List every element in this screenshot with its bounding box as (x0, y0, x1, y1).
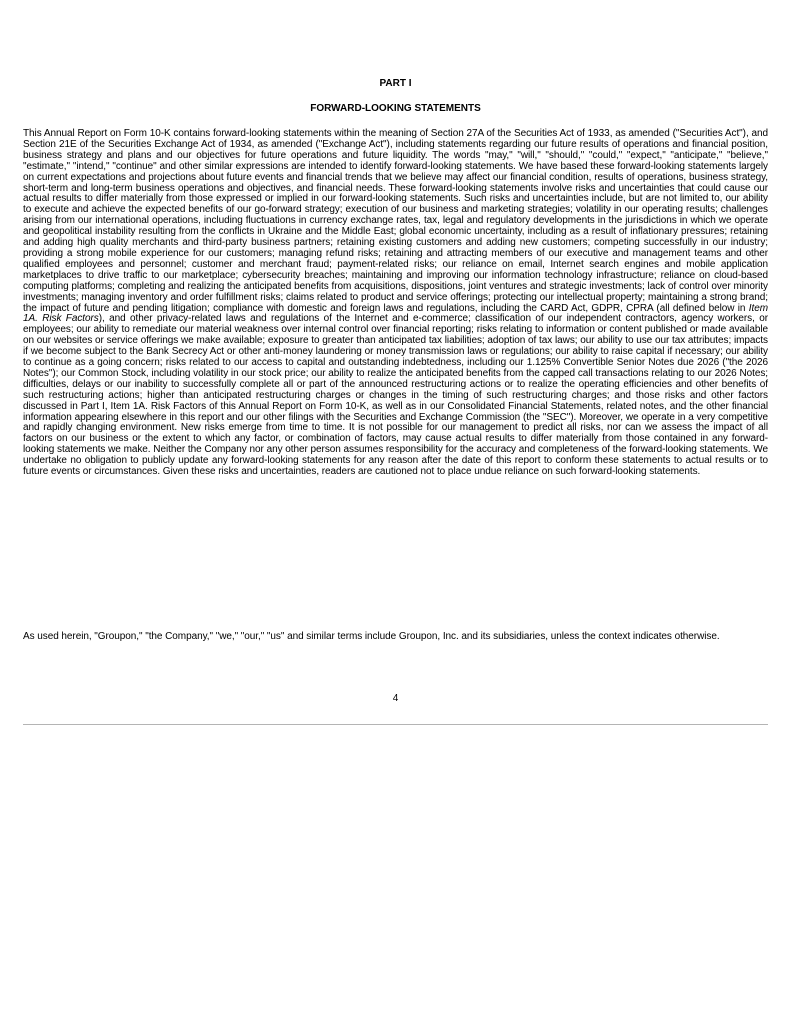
part-title: PART I (379, 78, 412, 89)
page-divider (23, 724, 768, 725)
definitions-paragraph: As used herein, "Groupon," "the Company," "we," "our," "us" and similar terms include Groupon, Inc. and its subsidiaries, unless the context indicates otherwise. (23, 631, 720, 642)
paragraph-text-part-2: ), and other privacy-related laws and regulations of the Internet and e-commerce; classification of our independent contractors, agency workers, or employees; our ability to remediate our material weakness over internal control over financial reporting; risks relating to information or content published or made available on our websites or service offerings we make available; exposure to greater than anticipated tax liabilities; adoption of tax laws; our ability to use our tax attributes; impacts if we become subject to the Bank Secrecy Act or other anti-money laundering or money transmission laws or regulations; our ability to raise capital if necessary; our ability to continue as a going concern; risks related to our access to capital and outstanding indebtedness, including our 1.125% Convertible Senior Notes due 2026 ("the 2026 Notes"); our Common Stock, including volatility in our stock price; our ability to realize the anticipated benefits from the capped call transactions relating to our 2026 Notes; difficulties, delays or our inability to successfully complete all or part of the announced restructuring actions or to realize the operating efficiencies and other benefits of such restructuring actions; higher than anticipated restructuring charges or changes in the timing of such restructuring charges; and those risks and other factors discussed in Part I, Item 1A. Risk Factors of this Annual Report on Form 10-K, as well as in our Consolidated Financial Statements, related notes, and the other financial information appearing elsewhere in this report and our other filings with the Securities and Exchange Commission (the "SEC"). Moreover, we operate in a very competitive and rapidly changing environment. New risks emerge from time to time. It is not possible for our management to predict all risks, nor can we assess the impact of all factors on our business or the extent to which any factor, or combination of factors, may cause actual results to differ materially from those contained in any forward-looking statements we make. Neither the Company nor any other person assumes responsibility for the accuracy and completeness of the forward-looking statements. We undertake no obligation to publicly update any forward-looking statements for any reason after the date of this report to conform these statements to actual results or to future events or circumstances. Given these risks and uncertainties, readers are cautioned not to place undue reliance on such forward-looking statements. (23, 313, 768, 478)
page-number: 4 (392, 693, 399, 704)
risk-factors-reference: Item 1A. Risk Factors (23, 302, 768, 325)
forward-looking-paragraph (23, 129, 768, 478)
paragraph-text-part-1: This Annual Report on Form 10-K contains forward-looking statements within the meaning of Section 27A of the Securities Act of 1933, as amended ("Securities Act"), and Section 21E of the Securities Exchange Act of 1934, as amended ("Exchange Act"), including statements regarding our future results of operations and financial position, business strategy and plans and our objectives for future operations and future liquidity. The words "may," "will," "should," "could," "expect," "anticipate," "believe," "estimate," "intend," "continue" and other similar expressions are intended to identify forward-looking statements. We have based these forward-looking statements largely on current expectations and projections about future events and financial trends that we believe may affect our financial condition, results of operations, business strategy, short-term and long-term business operations and objectives, and financial needs. These forward-looking statements involve risks and uncertainties that could cause our actual results to differ materially from those expressed or implied in our forward-looking statements. Such risks and uncertainties include, but are not limited to, our ability to execute and achieve the expected benefits of our go-forward strategy; execution of our business and marketing strategies; volatility in our operating results; challenges arising from our international operations, including fluctuations in currency exchange rates, tax, legal and regulatory developments in the jurisdictions in which we operate and geopolitical instability resulting from the conflicts in Ukraine and the Middle East; global economic uncertainty, including as a result of inflationary pressures; retaining and adding high quality merchants and third-party business partners; retaining existing customers and adding new customers; competing successfully in our industry; providing a strong mobile experience for our customers; managing refund risks; retaining and attracting members of our executive and management teams and other qualified employees and personnel; customer and merchant fraud; payment-related risks; our reliance on email, Internet search engines and mobile application marketplaces to drive traffic to our marketplace; cybersecurity breaches; maintaining and improving our information technology infrastructure; reliance on cloud-based computing platforms; completing and realizing the anticipated benefits from acquisitions, dispositions, joint ventures and strategic investments; lack of control over minority investments; managing inventory and order fulfillment risks; claims related to product and service offerings; protecting our intellectual property; maintaining a strong brand; the impact of future and pending litigation; compliance with domestic and foreign laws and regulations, including the CARD Act, GDPR, CPRA (all defined below in (23, 128, 768, 314)
section-title: FORWARD-LOOKING STATEMENTS (310, 103, 481, 114)
